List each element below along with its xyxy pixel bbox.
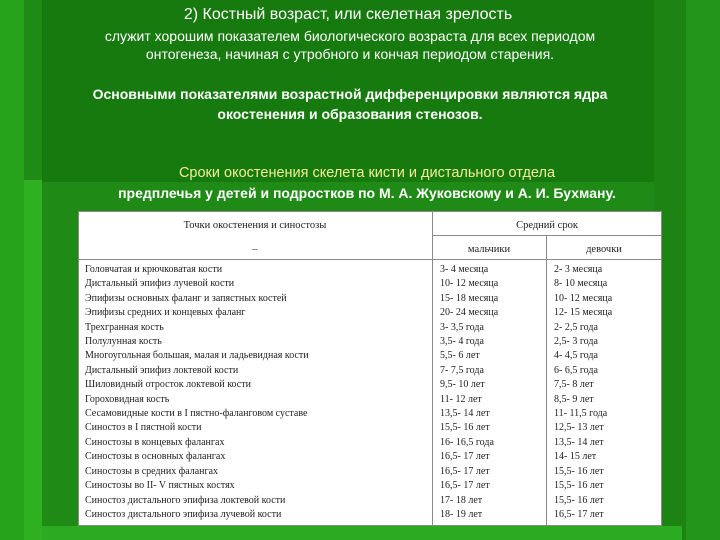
row-point: Синостозы в концевых фалангах — [85, 436, 225, 448]
row-point: Головчатая и крючковатая кости — [85, 264, 223, 275]
background-stripe-left-inner — [24, 180, 42, 540]
row-point: Эпифизы средних и концевых фаланг — [85, 307, 246, 319]
row-point: Шиловидный отросток локтевой кости — [85, 379, 251, 391]
header-average-term: Средний срок — [516, 220, 578, 231]
row-girls-term: 15,5- 16 лет — [554, 465, 604, 477]
row-boys-term: 3,5- 4 года — [440, 336, 484, 348]
column-points — [85, 263, 309, 522]
row-boys-term: 3- 4 месяца — [440, 264, 489, 275]
row-girls-term: 4- 4,5 года — [554, 350, 598, 362]
row-girls-term: 2- 2,5 года — [554, 321, 598, 333]
row-boys-term: 11- 12 лет — [440, 393, 482, 405]
row-boys-term: 16- 16,5 года — [440, 436, 494, 448]
row-girls-term: 7,5- 8 лет — [554, 379, 594, 391]
table-divider-2 — [546, 235, 547, 526]
row-boys-term: 3- 3,5 года — [440, 321, 484, 333]
row-boys-term: 5,5- 6 лет — [440, 350, 480, 362]
row-point: Многоугольная большая, малая и ладьевидная кости — [85, 350, 309, 362]
row-boys-term: 18- 19 лет — [440, 508, 483, 520]
table-caption-line-1: Сроки окостенения скелета кисти и дистального отдела — [178, 165, 556, 181]
row-girls-term: 11- 11,5 года — [554, 408, 608, 420]
row-boys-term: 16,5- 17 лет — [440, 465, 490, 477]
intro-line-1: служит хорошим показателем биологического возраста для всех периодом — [104, 28, 596, 44]
row-girls-term: 2,5- 3 года — [554, 336, 598, 348]
background-stripe-bottom — [42, 526, 682, 540]
row-girls-term: 6- 6,5 года — [554, 364, 598, 376]
row-girls-term: 12- 15 месяца — [554, 307, 613, 319]
row-point: Синостоз дистального эпифиза лучевой кости — [85, 508, 282, 520]
background-stripe-left — [0, 0, 24, 540]
header-points: Точки окостенения и синостозы — [183, 220, 327, 231]
background-stripe-right-light — [686, 0, 720, 540]
row-boys-term: 15,5- 16 лет — [440, 422, 490, 434]
row-boys-term: 9,5- 10 лет — [440, 379, 485, 391]
row-girls-term: 12,5- 13 лет — [554, 422, 604, 434]
table-divider-1 — [432, 211, 433, 526]
header-dash: – — [252, 244, 258, 255]
main-idea-line-2: окостенения и образования стенозов. — [217, 106, 483, 122]
intro-line-2: онтогенеза, начиная с утробного и кончая периодом старения. — [145, 46, 555, 62]
row-point: Полулунная кость — [85, 336, 162, 348]
slide-title: 2) Костный возраст, или скелетная зрелость — [183, 6, 513, 23]
row-boys-term: 17- 18 лет — [440, 494, 483, 506]
row-point: Синостозы в средних фалангах — [85, 465, 219, 477]
row-boys-term: 7- 7,5 года — [440, 364, 484, 376]
row-point: Сесамовидные кости в I пястно-фаланговом суставе — [85, 408, 308, 420]
table-header-subline — [432, 235, 662, 236]
main-idea-text — [48, 84, 652, 124]
intro-text — [60, 27, 640, 63]
row-point: Дистальный эпифиз локтевой кости — [85, 364, 239, 376]
row-point: Синостоз дистального эпифиза локтевой кости — [85, 494, 286, 506]
row-point: Гороховидная кость — [85, 393, 170, 405]
table-border-top — [78, 211, 662, 212]
column-boys — [440, 263, 498, 522]
row-girls-term: 16,5- 17 лет — [554, 508, 604, 520]
row-girls-term: 2- 3 месяца — [554, 264, 603, 275]
ossification-table — [78, 211, 662, 526]
table-caption-line-2: предплечья у детей и подростков по М. А. Жуковскому и А. И. Бухману. — [118, 185, 616, 201]
row-point: Синостозы в основных фалангах — [85, 451, 226, 463]
row-girls-term: 14- 15 лет — [554, 451, 597, 463]
table-caption — [42, 163, 692, 203]
row-point: Эпифизы основных фаланг и запястных костей — [85, 292, 287, 304]
row-boys-term: 15- 18 месяца — [440, 292, 499, 304]
table-border-right — [661, 211, 662, 526]
table-header-bottom — [78, 259, 662, 260]
row-boys-term: 10- 12 месяца — [440, 278, 499, 290]
row-girls-term: 13,5- 14 лет — [554, 436, 604, 448]
row-boys-term: 20- 24 месяца — [440, 307, 499, 319]
row-boys-term: 16,5- 17 лет — [440, 451, 490, 463]
table-border-bottom — [78, 525, 662, 526]
row-boys-term: 13,5- 14 лет — [440, 408, 490, 420]
header-boys: мальчики — [467, 244, 511, 255]
header-girls: девочки — [586, 244, 622, 255]
row-point: Синостоз в I пястной кости — [85, 422, 202, 434]
row-girls-term: 15,5- 16 лет — [554, 494, 604, 506]
row-girls-term: 15,5- 16 лет — [554, 480, 604, 492]
row-girls-term: 10- 12 месяца — [554, 292, 613, 304]
row-boys-term: 16,5- 17 лет — [440, 480, 490, 492]
table-border-left — [78, 211, 79, 526]
row-girls-term: 8,5- 9 лет — [554, 393, 594, 405]
row-girls-term: 8- 10 месяца — [554, 278, 608, 290]
row-point: Дистальный эпифиз лучевой кости — [85, 278, 235, 290]
row-point: Трехгранная кость — [85, 321, 164, 333]
main-idea-line-1: Основными показателями возрастной дифференцировки являются ядра — [92, 86, 608, 102]
column-girls — [554, 263, 612, 522]
row-point: Синостозы во II- V пястных костях — [85, 480, 235, 492]
